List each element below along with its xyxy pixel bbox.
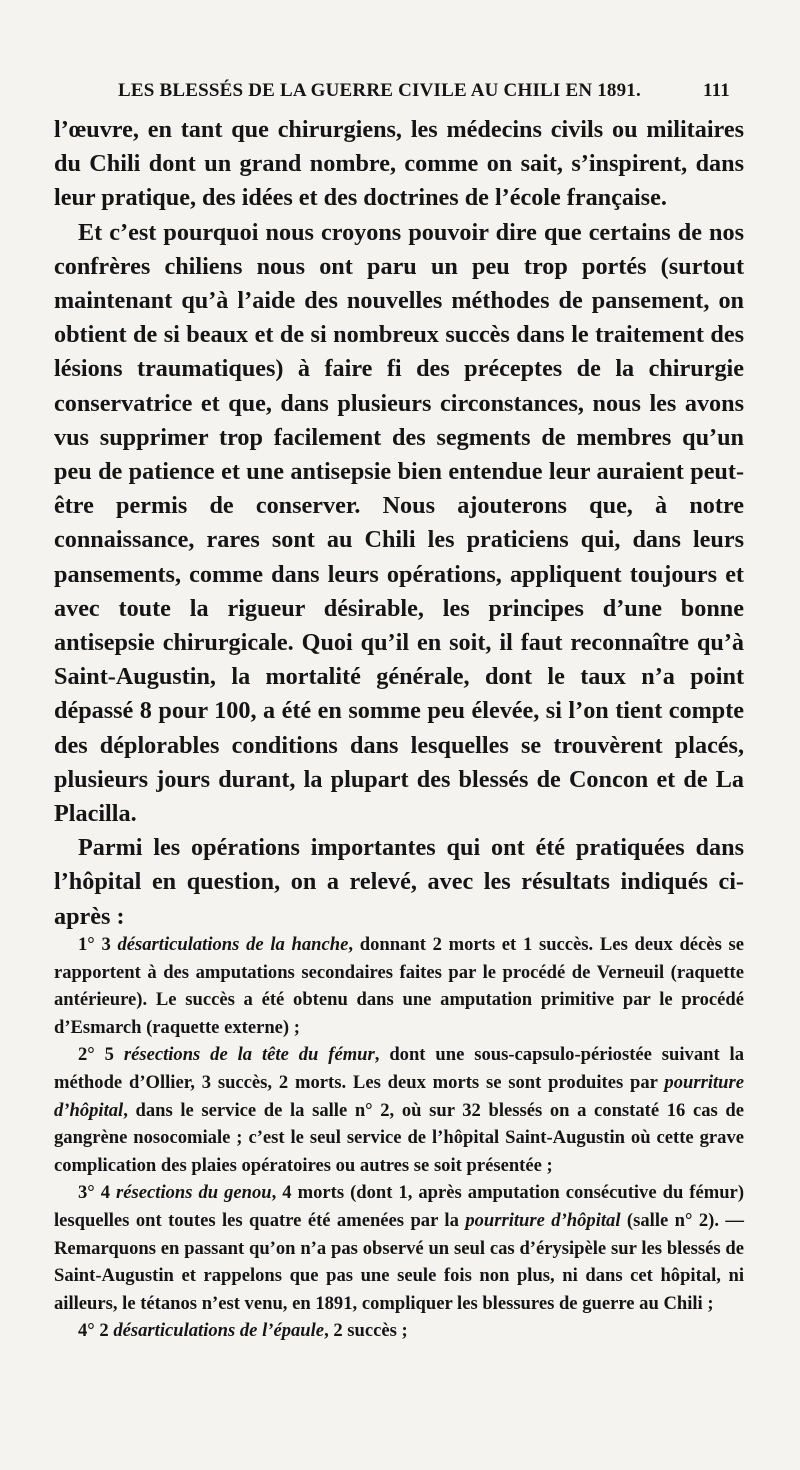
- list-item: [54, 1041, 744, 1179]
- item-operation: résections de la tête du fémur: [123, 1044, 375, 1066]
- item-details: , dans le service de la salle n° 2, où sur 32 blessés on a constaté 16 cas de gangrène nosocomiale ; c’est le seul service de l’hôpital Saint-Augustin où cette grave complication des plaies opératoires ou autres se soit présentée ;: [54, 1099, 744, 1176]
- item-operation: désarticulations de l’épaule: [113, 1320, 325, 1342]
- item-number: 3° 4: [78, 1182, 117, 1204]
- item-number: 4° 2: [78, 1320, 114, 1342]
- item-number: 1° 3: [78, 934, 118, 955]
- paragraph-continuation: l’œuvre, en tant que chirurgiens, les médecins civils ou militaires du Chili dont un grand nombre, comme on sait, s’inspirent, dans leur pratique, des idées et des doctrines de l’école française.: [54, 116, 744, 212]
- operations-list: [54, 931, 744, 1345]
- running-header: [118, 80, 730, 110]
- item-details: (salle n° 2). — Remarquons en passant qu’on n’a pas observé un seul cas d’érysipèle sur les blessés de Saint-Augustin et rappelons que pas une seule fois non plus, ni dans cet hôpital, ni ailleurs, le tétanos n’est venu, en 1891, compliquer les blessures de guerre au Chili ;: [54, 1209, 744, 1314]
- paragraph-conservative-surgery: Et c’est pourquoi nous croyons pouvoir dire que certains de nos confrères chiliens nous ont paru un peu trop portés (surtout maintenant qu’à l’aide des nouvelles méthodes de pansement, on obtient de si beaux et de si nombreux succès dans le traitement des lésions traumatiques) à faire fi des préceptes de la chirurgie conservatrice et que, dans plusieurs circonstances, nous les avons vus supprimer trop facilement des segments de membres qu’un peu de patience et une antisepsie bien entendue leur auraient peut-être permis de conserver. Nous ajouterons que, à notre connaissance, rares sont au Chili les praticiens qui, dans leurs pansements, comme dans leurs opérations, appliquent toujours et avec toute la rigueur désirable, les principes d’une bonne antisepsie chirurgicale. Quoi qu’il en soit, il faut reconnaître qu’à Saint-Augustin, la mortalité générale, dont le taux n’a point dépassé 8 pour 100, a été en somme peu élevée, si l’on tient compte des déplorables conditions dans lesquelles se trouvèrent placés, plusieurs jours durant, la plupart des blessés de Concon et de La Placilla.: [54, 218, 744, 828]
- item-details: , donnant 2 morts et 1 succès. Les deux décès se rapportent à des amputations secondaires faites par le procédé de Verneuil (raquette antérieure). Le succès a été obtenu dans une amputation primitive par le procédé d’Esmarch (raquette externe) ;: [54, 934, 745, 1038]
- paragraph-operations-intro: Parmi les opérations importantes qui ont été pratiquées dans l’hôpital en question, on a relevé, avec les résultats indiqués ci-après :: [54, 834, 744, 930]
- main-text: [54, 113, 744, 934]
- item-operation: résections du genou: [116, 1182, 272, 1204]
- item-operation: désarticulations de la hanche: [117, 934, 349, 955]
- item-number: 2° 5: [78, 1044, 124, 1066]
- running-title: LES BLESSÉS DE LA GUERRE CIVILE AU CHILI EN 1891.: [118, 80, 641, 101]
- list-item: [54, 1317, 744, 1345]
- page-number: 111: [702, 80, 730, 101]
- item-details: , 2 succès ;: [324, 1320, 408, 1342]
- list-item: [54, 931, 744, 1041]
- list-item: [54, 1179, 744, 1317]
- item-details: , 4 morts (dont 1, après amputation consécutive du fémur) lesquelles ont toutes les quatre été amenées par la: [54, 1182, 745, 1231]
- item-emphasis: pourriture d’hôpital: [54, 1071, 744, 1121]
- item-details: , dont une sous-capsulo-périostée suivant la méthode d’Ollier, 3 succès, 2 morts. Les deux morts se sont produites par: [54, 1044, 745, 1093]
- item-emphasis: pourriture d’hôpital: [465, 1209, 621, 1231]
